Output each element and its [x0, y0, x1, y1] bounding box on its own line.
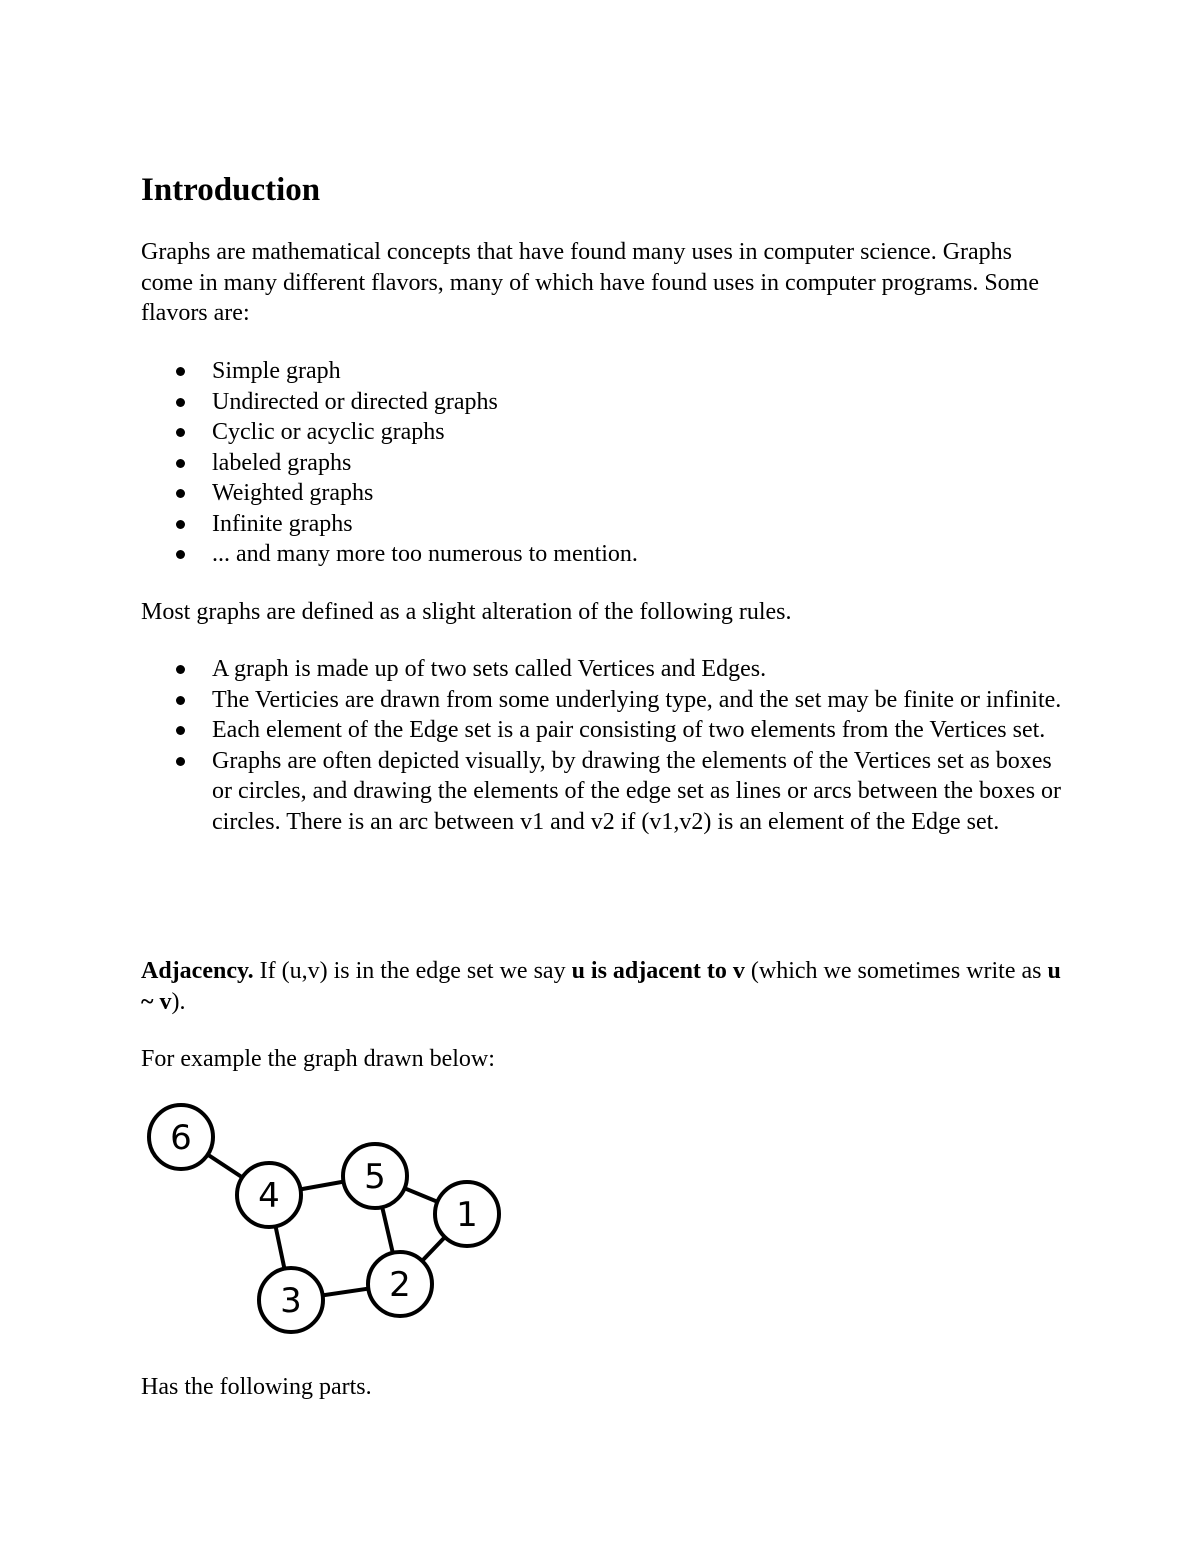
- adjacency-notation: u ~ v: [141, 958, 1061, 1015]
- graph-vertex-label: 5: [364, 1157, 386, 1197]
- list-item: Each element of the Edge set is a pair consisting of two elements from the Vertices set.: [141, 715, 1071, 746]
- intro-paragraph: Graphs are mathematical concepts that have found many uses in computer science. Graphs come in many different flavors, many of which have found uses in computer programs. Some flavors are:: [141, 239, 1039, 326]
- graph-vertex-label: 4: [258, 1176, 280, 1216]
- list-item: Undirected or directed graphs: [141, 387, 1071, 418]
- bullet-icon: [176, 726, 185, 735]
- bullet-icon: [176, 665, 185, 674]
- rules-list: [141, 654, 1071, 837]
- graph-vertex-label: 1: [456, 1195, 478, 1235]
- list-item: Cyclic or acyclic graphs: [141, 417, 1071, 448]
- graph-vertex-6: [149, 1105, 213, 1169]
- page-title: Introduction: [141, 172, 321, 208]
- list-item: labeled graphs: [141, 448, 1071, 479]
- bullet-icon: [176, 696, 185, 705]
- graph-vertices: [149, 1105, 499, 1332]
- adjacency-term: Adjacency.: [141, 958, 254, 984]
- adjacency-definition: u is adjacent to v: [571, 958, 745, 984]
- rules-intro-paragraph: Most graphs are defined as a slight alteration of the following rules.: [141, 599, 792, 625]
- example-graph: [144, 1100, 514, 1340]
- bullet-icon: [176, 367, 185, 376]
- graph-vertex-1: [435, 1182, 499, 1246]
- list-item: The Verticies are drawn from some underlying type, and the set may be finite or infinite.: [141, 685, 1071, 716]
- bullet-icon: [176, 520, 185, 529]
- flavors-list: [141, 356, 1071, 570]
- example-intro-paragraph: For example the graph drawn below:: [141, 1046, 495, 1072]
- graph-vertex-label: 3: [280, 1281, 302, 1321]
- list-item: Simple graph: [141, 356, 1071, 387]
- list-item: ... and many more too numerous to mention.: [141, 539, 1071, 570]
- closing-paragraph: Has the following parts.: [141, 1374, 372, 1400]
- bullet-icon: [176, 459, 185, 468]
- graph-vertex-label: 2: [389, 1265, 411, 1305]
- list-item: A graph is made up of two sets called Vertices and Edges.: [141, 654, 1071, 685]
- graph-vertex-label: 6: [170, 1118, 192, 1158]
- graph-vertex-3: [259, 1268, 323, 1332]
- bullet-icon: [176, 550, 185, 559]
- graph-vertex-5: [343, 1144, 407, 1208]
- graph-vertex-2: [368, 1252, 432, 1316]
- bullet-icon: [176, 428, 185, 437]
- list-item: Infinite graphs: [141, 509, 1071, 540]
- list-item: Weighted graphs: [141, 478, 1071, 509]
- bullet-icon: [176, 757, 185, 766]
- graph-vertex-4: [237, 1163, 301, 1227]
- list-item: Graphs are often depicted visually, by drawing the elements of the Vertices set as boxes or circles, and drawing the elements of the edge set as lines or arcs between the boxes or circles. There is an arc between v1 and v2 if (v1,v2) is an element of the Edge set.: [141, 746, 1071, 838]
- bullet-icon: [176, 489, 185, 498]
- bullet-icon: [176, 398, 185, 407]
- adjacency-paragraph: Adjacency. If (u,v) is in the edge set we say u is adjacent to v (which we sometimes write as u ~ v).: [141, 958, 1061, 1015]
